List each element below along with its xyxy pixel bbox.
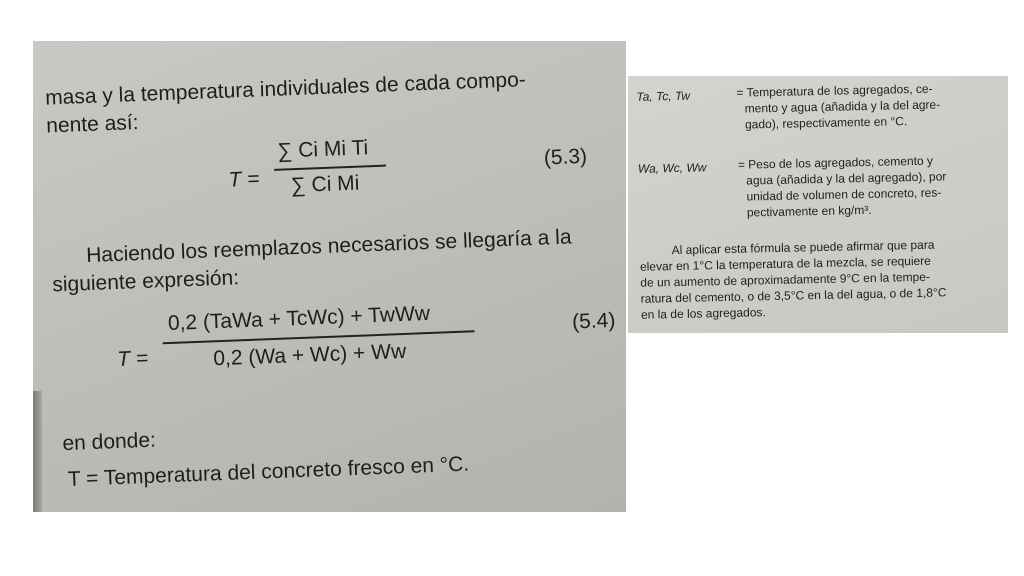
left-page-content: [33, 41, 626, 512]
text-line-4: siguiente expresión:: [51, 266, 240, 297]
paragraph-line-2: elevar en 1°C la temperatura de la mezcla, se requiere: [639, 253, 932, 274]
formula-53-number: (5.3): [543, 144, 588, 170]
paragraph-line-1: Al aplicar esta fórmula se puede afirmar que para: [671, 237, 935, 258]
formula-53-denominator: ∑ Ci Mi: [290, 171, 360, 198]
definition-2-symbol: Wa, Wc, Ww: [637, 160, 707, 176]
definition-1-line-1: = Temperatura de los agregados, ce-: [736, 81, 933, 100]
definition-1-line-3: gado), respectivamente en °C.: [744, 114, 908, 132]
paragraph-line-4: ratura del cemento, o de 3,5°C en la del agua, o de 1,8°C: [640, 285, 947, 306]
formula-53-fraction-bar: [274, 165, 386, 171]
text-line-5: en donde:: [62, 428, 157, 456]
right-page-photo: [628, 76, 1008, 333]
formula-54-lhs: T =: [116, 346, 149, 371]
formula-53-numerator: ∑ Ci Mi Ti: [276, 136, 369, 163]
right-page-content: [628, 76, 1008, 333]
text-line-6: T = Temperatura del concreto fresco en °C.: [67, 452, 470, 491]
definition-2-line-2: agua (añadida y la del agregado), por: [746, 169, 947, 188]
definition-1-symbol: Ta, Tc, Tw: [636, 88, 691, 104]
definition-2-line-1: = Peso de los agregados, cemento y: [737, 153, 934, 172]
text-line-1: masa y la temperatura individuales de cada compo-: [44, 68, 527, 110]
formula-54-number: (5.4): [571, 308, 616, 334]
text-line-3: Haciendo los reemplazos necesarios se llegaría a la: [85, 225, 572, 268]
paragraph-line-5: en la de los agregados.: [640, 305, 766, 322]
paragraph-line-3: de un aumento de aproximadamente 9°C en la tempe-: [640, 269, 931, 290]
text-line-2: nente así:: [45, 111, 139, 138]
definition-1-line-2: mento y agua (añadida y la del agre-: [744, 97, 941, 116]
formula-54-numerator: 0,2 (TaWa + TcWc) + TwWw: [167, 301, 431, 336]
page-edge-shadow: [33, 391, 42, 512]
left-page-photo: [33, 41, 626, 512]
definition-2-line-3: unidad de volumen de concreto, res-: [746, 185, 942, 204]
formula-54-denominator: 0,2 (Wa + Wc) + Ww: [212, 339, 407, 371]
definition-2-line-4: pectivamente en kg/m³.: [746, 202, 872, 220]
formula-53-lhs: T =: [228, 167, 260, 192]
